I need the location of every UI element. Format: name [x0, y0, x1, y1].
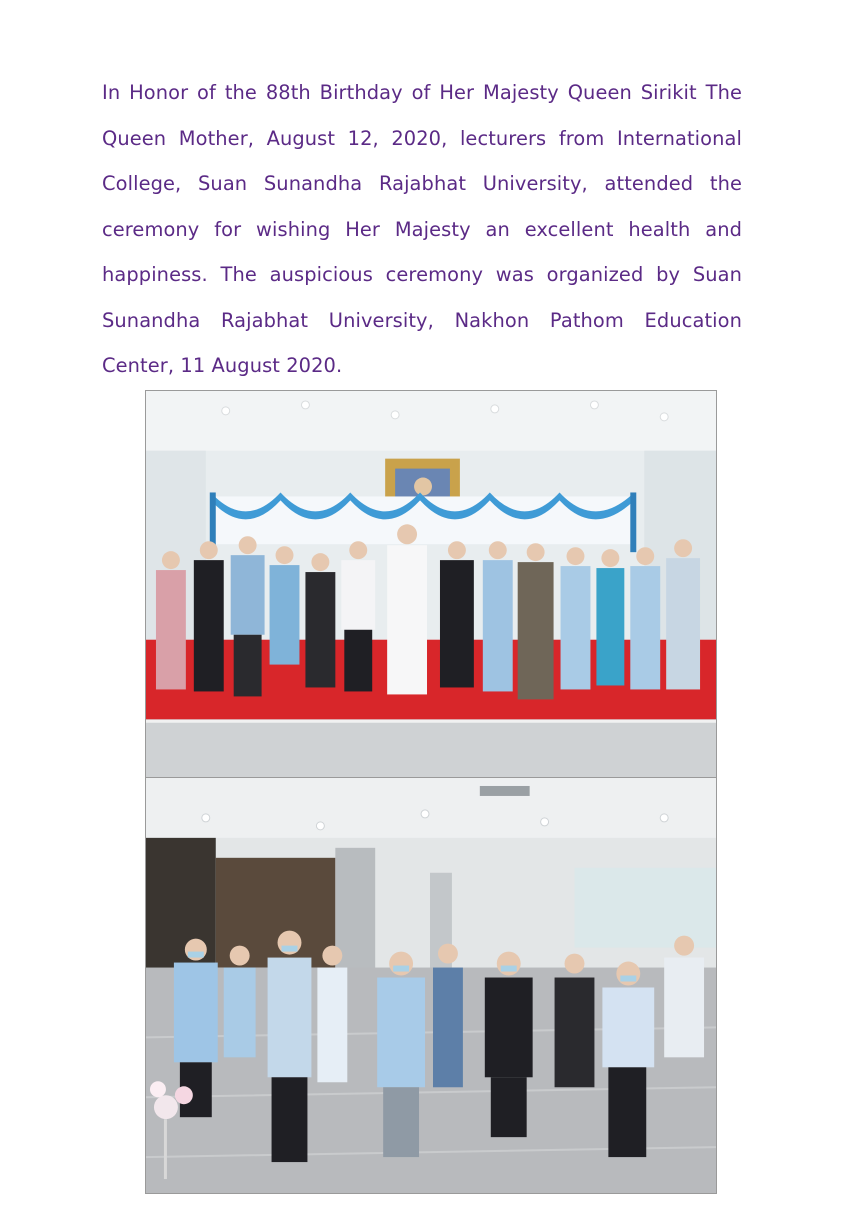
article-paragraph: In Honor of the 88th Birthday of Her Majesty Queen Sirikit The Queen Mother, August 12, 2020, lecturers from International College, Suan Sunandha Rajabhat University, attended the ceremony for wishing Her Majesty an excellent health and happiness. The auspicious ceremony was organized by Suan Sunandha Rajabhat University, Nakhon Pathom Education Center, 11 August 2020. [102, 81, 742, 377]
staff-hall-photo [145, 778, 717, 1194]
group-photo-stage [145, 390, 717, 778]
